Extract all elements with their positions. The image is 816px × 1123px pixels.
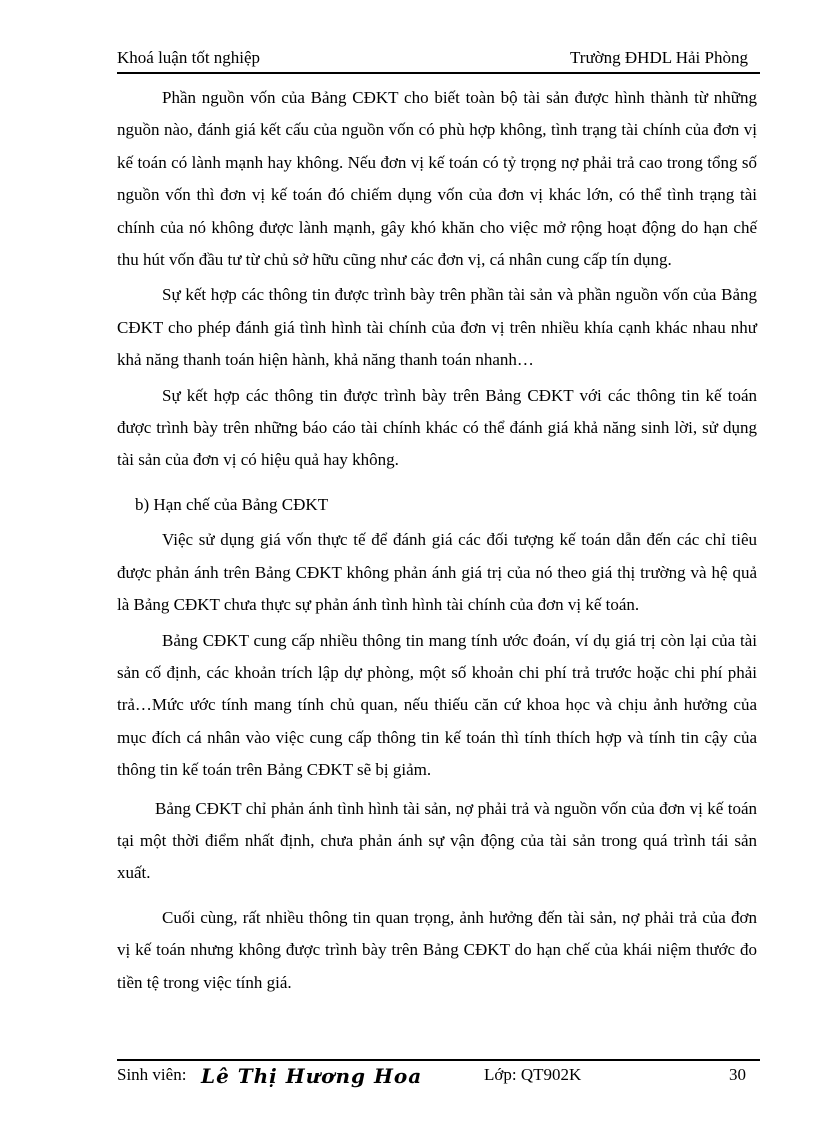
class-label: Lớp: QT902K bbox=[484, 1065, 582, 1084]
header-rule bbox=[117, 72, 760, 74]
university-name: Trường ĐHDL Hải Phòng bbox=[570, 48, 748, 67]
document-body bbox=[117, 82, 757, 999]
paragraph-point-in-time: Bảng CĐKT chỉ phản ánh tình hình tài sản, nợ phải trả và nguồn vốn của đơn vị kế toán tại một thời điểm nhất định, chưa phản ánh sự vận động của tài sản trong quá trình tái sản xuất. bbox=[117, 798, 757, 883]
paragraph-estimates: Bảng CĐKT cung cấp nhiều thông tin mang tính ước đoán, ví dụ giá trị còn lại của tài sản cố định, các khoản trích lập dự phòng, một số khoản chi phí trả trước hoặc chi phí phải trả…Mức ước tính mang tính chủ quan, nếu thiếu căn cứ khoa học và chịu ảnh hưởng của mục đích cá nhân vào việc cung cấp thông tin kế toán thì tính thích hợp và tính tin cậy của thông tin kế toán trên Bảng CĐKT sẽ bị giảm. bbox=[117, 630, 757, 780]
paragraph-equity-section: Phần nguồn vốn của Bảng CĐKT cho biết toàn bộ tài sản được hình thành từ những nguồn nào, đánh giá kết cấu của nguồn vốn có phù hợp không, tình trạng tài chính của đơn vị kế toán có lành mạnh hay không. Nếu đơn vị kế toán có tỷ trọng nợ phải trả cao trong tổng số nguồn vốn thì đơn vị kế toán đó chiếm dụng vốn của đơn vị khác lớn, có thể tình trạng tài chính của nó không được lành mạnh, gây khó khăn cho việc mở rộng hoạt động do hạn chế thu hút vốn đầu tư từ chủ sở hữu cũng như các đơn vị, cá nhân cung cấp tín dụng. bbox=[117, 88, 757, 270]
page-footer bbox=[117, 1063, 760, 1091]
section-heading-limitations: b) Hạn chế của Bảng CĐKT bbox=[135, 494, 329, 514]
page-header bbox=[117, 48, 760, 70]
paragraph-combined-info: Sự kết hợp các thông tin được trình bày trên phần tài sản và phần nguồn vốn của Bảng CĐKT cho phép đánh giá tình hình tài chính của đơn vị trên nhiều khía cạnh khác nhau như khả năng thanh toán hiện hành, khả năng thanh toán nhanh… bbox=[117, 285, 757, 370]
student-label: Sinh viên: bbox=[117, 1065, 187, 1084]
paragraph-historical-cost: Việc sử dụng giá vốn thực tế để đánh giá các đối tượng kế toán dẫn đến các chỉ tiêu được phản ánh trên Bảng CĐKT không phản ánh giá trị của nó theo giá thị trường và hệ quả là Bảng CĐKT chưa thực sự phản ánh tình hình tài chính của đơn vị kế toán. bbox=[117, 530, 757, 615]
student-name: Lê Thị Hương Hoa bbox=[201, 1064, 423, 1088]
footer-rule bbox=[117, 1059, 760, 1061]
paragraph-monetary-measure: Cuối cùng, rất nhiều thông tin quan trọng, ảnh hưởng đến tài sản, nợ phải trả của đơn vị kế toán nhưng không được trình bày trên Bảng CĐKT do hạn chế của khái niệm thước đo tiền tệ trong việc tính giá. bbox=[117, 907, 757, 992]
thesis-title: Khoá luận tốt nghiệp bbox=[117, 48, 261, 67]
paragraph-profitability: Sự kết hợp các thông tin được trình bày trên Bảng CĐKT với các thông tin kế toán được trình bày trên những báo cáo tài chính khác có thể đánh giá khả năng sinh lời, sử dụng tài sản của đơn vị có hiệu quả hay không. bbox=[117, 385, 757, 470]
page-number: 30 bbox=[729, 1065, 746, 1084]
